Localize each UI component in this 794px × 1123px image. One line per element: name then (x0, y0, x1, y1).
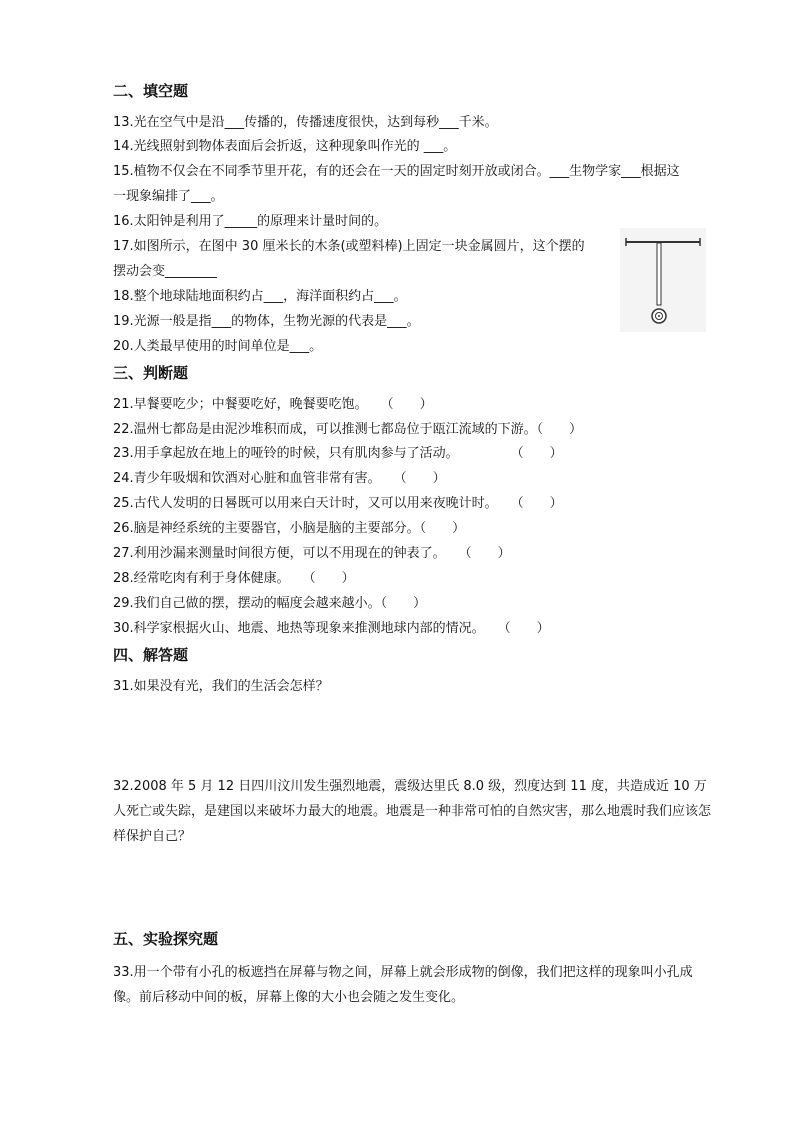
question-29: 29.我们自己做的摆，摆动的幅度会越来越小。（ ） (113, 596, 427, 611)
section-experiment-heading: 五、实验探究题 (113, 930, 219, 948)
question-17-line2: 摆动会变________ (113, 264, 218, 279)
question-25: 25.古代人发明的日晷既可以用来白天计时，又可以用来夜晚计时。 （ ） (113, 496, 563, 511)
question-13: 13.光在空气中是沿___传播的，传播速度很快，达到每秒___千米。 (113, 115, 498, 130)
question-27: 27.利用沙漏来测量时间很方便，可以不用现在的钟表了。 （ ） (113, 546, 511, 561)
question-23: 23.用手拿起放在地上的哑铃的时候，只有肌肉参与了活动。 （ ） (113, 446, 563, 461)
question-33: 33.用一个带有小孔的板遮挡在屏幕与物之间，屏幕上就会形成物的倒像，我们把这样的现象叫小孔成像。前后移动中间的板，屏幕上像的大小也会随之发生变化。 (113, 965, 693, 1005)
question-17-line1: 17.如图所示，在图中 30 厘米长的木条(或塑料棒)上固定一块金属圆片，这个摆的 (113, 239, 585, 254)
pendulum-icon (620, 228, 706, 332)
section-fill-heading: 二、填空题 (113, 82, 189, 100)
question-22: 22.温州七都岛是由泥沙堆积而成，可以推测七都岛位于瓯江流域的下游。（ ） (113, 422, 583, 437)
section-judge-heading: 三、判断题 (113, 364, 189, 382)
question-31: 31.如果没有光，我们的生活会怎样？ (113, 679, 329, 694)
question-15-line2: 一现象编排了___。 (113, 189, 224, 204)
question-26: 26.脑是神经系统的主要器官，小脑是脑的主要部分。（ ） (113, 521, 466, 536)
question-32: 32.2008 年 5 月 12 日四川汶川发生强烈地震，震级达里氏 8.0 级，烈度达到 11 度，共造成近 10 万人死亡或失踪，是建国以来破坏力最大的地震。地震是一种非常可怕的自然灾害，那么地震时我们应该怎样保护自己？ (113, 779, 712, 844)
question-19: 19.光源一般是指___的物体，生物光源的代表是___。 (113, 314, 420, 329)
question-14: 14.光线照射到物体表面后会折返，这种现象叫作光的 ___。 (113, 139, 457, 154)
question-15-line1: 15.植物不仅会在不同季节里开花，有的还会在一天的固定时刻开放或闭合。___生物学家___根据这 (113, 164, 680, 179)
question-24: 24.青少年吸烟和饮酒对心脏和血管非常有害。 （ ） (113, 471, 446, 486)
question-28: 28.经常吃肉有利于身体健康。 （ ） (113, 571, 355, 586)
question-30: 30.科学家根据火山、地震、地热等现象来推测地球内部的情况。 （ ） (113, 621, 550, 636)
section-answer-heading: 四、解答题 (113, 646, 189, 664)
question-21: 21.早餐要吃少；中餐要吃好，晚餐要吃饱。 （ ） (113, 397, 433, 412)
question-20: 20.人类最早使用的时间单位是___。 (113, 339, 323, 354)
question-16: 16.太阳钟是利用了_____的原理来计量时间的。 (113, 214, 388, 229)
pendulum-figure (620, 228, 706, 332)
question-18: 18.整个地球陆地面积约占___，海洋面积约占___。 (113, 289, 407, 304)
